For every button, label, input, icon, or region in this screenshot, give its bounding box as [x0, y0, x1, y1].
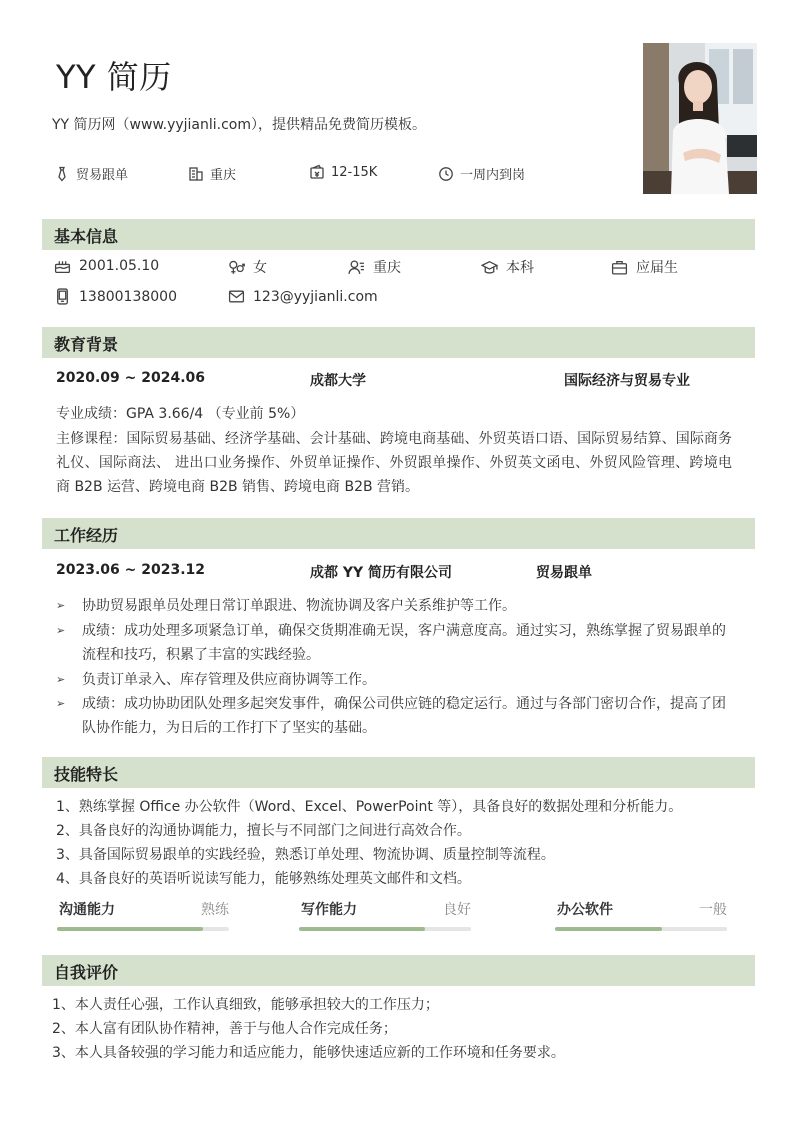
evaluation-line: 1、本人责任心强，工作认真细致，能够承担较大的工作压力； — [52, 997, 439, 1013]
info-status-text: 应届生 — [636, 260, 678, 276]
info-email — [228, 288, 378, 305]
work-bullet — [56, 692, 732, 740]
skill-bar-track — [57, 927, 229, 931]
section-title-work: 工作经历 — [54, 526, 119, 545]
work-bullet — [56, 594, 732, 618]
skill-line: 4、具备良好的英语听说读写能力，能够熟练处理英文邮件和文档。 — [56, 871, 471, 887]
skill-bar-label: 办公软件 — [557, 902, 613, 918]
cake-icon — [54, 257, 71, 274]
info-birth — [54, 257, 159, 274]
education-courses: 主修课程：国际贸易基础、经济学基础、会计基础、跨境电商基础、外贸英语口语、国际贸易结算、国际商务礼仪、国际商法、 进出口业务操作、外贸单证操作、外贸跟单操作、外贸英文函电、外贸风险管理、跨境电商 B2B 运营、跨境电商 B2B 销售、跨境电商 B2B 营销。 — [56, 431, 732, 495]
section-title-evaluation: 自我评价 — [54, 963, 119, 982]
tie-icon — [54, 166, 70, 182]
quick-item-position — [54, 164, 128, 183]
gender-icon — [228, 259, 245, 276]
skill-bar-label: 沟通能力 — [59, 902, 115, 918]
quick-position-text: 贸易跟单 — [76, 168, 129, 183]
work-bullet — [56, 668, 732, 692]
work-bullet — [56, 619, 732, 667]
info-gender — [228, 257, 267, 277]
section-header-education — [42, 327, 755, 358]
phone-icon — [54, 288, 71, 305]
education-school: 成都大学 — [310, 373, 366, 389]
info-degree — [481, 257, 534, 277]
info-email-text: 123@yyjianli.com — [253, 288, 378, 305]
work-position: 贸易跟单 — [536, 565, 592, 581]
arrow-bullet-icon: ➢ — [56, 673, 66, 686]
resume-tagline: YY 简历网（www.yyjianli.com），提供精品免费简历模板。 — [52, 117, 426, 133]
mail-icon — [228, 288, 245, 305]
skill-line: 2、具备良好的沟通协调能力，擅长与不同部门之间进行高效合作。 — [56, 823, 471, 839]
section-header-work — [42, 518, 755, 549]
work-bullet-text: 成绩：成功协助团队处理多起突发事件，确保公司供应链的稳定运行。通过与各部门密切合作，提高了团队协作能力，为日后的工作打下了坚实的基础。 — [82, 696, 726, 736]
education-major: 国际经济与贸易专业 — [564, 373, 690, 389]
quick-availability-text: 一周内到岗 — [460, 168, 526, 183]
quick-salary-text: 12-15K — [331, 164, 378, 180]
skill-bar-fill — [555, 927, 662, 931]
work-company: 成都 YY 简历有限公司 — [310, 565, 453, 581]
skill-line: 1、熟练掌握 Office 办公软件（Word、Excel、PowerPoint 等），具备良好的数据处理和分析能力。 — [56, 799, 683, 815]
info-degree-text: 本科 — [506, 260, 534, 276]
section-header-basic-info — [42, 219, 755, 250]
building-icon — [188, 166, 204, 182]
info-gender-text: 女 — [253, 260, 267, 276]
info-hometown — [348, 257, 401, 277]
education-gpa: 专业成绩：GPA 3.66/4 （专业前 5%） — [56, 406, 305, 422]
resume-name: YY 简历 — [56, 58, 172, 96]
skill-bar-level: 一般 — [699, 902, 727, 918]
quick-info-row — [54, 164, 614, 184]
graduation-cap-icon — [481, 259, 498, 276]
skill-bar-fill — [299, 927, 425, 931]
skill-bar-track — [555, 927, 727, 931]
skill-bar-fill — [57, 927, 203, 931]
skill-bar-label: 写作能力 — [301, 902, 357, 918]
skill-line: 3、具备国际贸易跟单的实践经验，熟悉订单处理、物流协调、质量控制等流程。 — [56, 847, 555, 863]
skill-bar-level: 良好 — [443, 902, 471, 918]
work-bullet-text: 协助贸易跟单员处理日常订单跟进、物流协调及客户关系维护等工作。 — [82, 598, 516, 614]
section-title-skills: 技能特长 — [54, 765, 119, 784]
quick-city-text: 重庆 — [210, 168, 237, 183]
info-phone-text: 13800138000 — [79, 288, 177, 305]
info-birth-text: 2001.05.10 — [79, 257, 160, 274]
info-phone — [54, 288, 177, 305]
evaluation-line: 3、本人具备较强的学习能力和适应能力，能够快速适应新的工作环境和任务要求。 — [52, 1045, 565, 1061]
work-bullet-text: 负责订单录入、库存管理及供应商协调等工作。 — [82, 672, 376, 688]
section-header-evaluation — [42, 955, 755, 986]
wallet-icon — [309, 164, 325, 180]
info-hometown-text: 重庆 — [373, 260, 401, 276]
quick-item-city — [188, 164, 236, 183]
section-header-skills — [42, 757, 755, 788]
profile-photo — [643, 43, 757, 194]
arrow-bullet-icon: ➢ — [56, 697, 66, 710]
info-status — [611, 257, 678, 277]
quick-item-availability — [438, 164, 525, 183]
education-period: 2020.09 ~ 2024.06 — [56, 370, 206, 386]
skill-bar-level: 熟练 — [201, 902, 229, 918]
work-period: 2023.06 ~ 2023.12 — [56, 562, 206, 578]
clock-icon — [438, 166, 454, 182]
arrow-bullet-icon: ➢ — [56, 624, 66, 637]
briefcase-icon — [611, 259, 628, 276]
skill-bar-track — [299, 927, 471, 931]
section-title-education: 教育背景 — [54, 335, 119, 354]
work-bullet-text: 成绩：成功处理多项紧急订单，确保交货期准确无误，客户满意度高。通过实习，熟练掌握了贸易跟单的流程和技巧，积累了丰富的实践经验。 — [82, 623, 726, 663]
quick-item-salary — [309, 164, 377, 180]
section-title-basic-info: 基本信息 — [54, 227, 119, 246]
arrow-bullet-icon: ➢ — [56, 599, 66, 612]
evaluation-line: 2、本人富有团队协作精神，善于与他人合作完成任务； — [52, 1021, 397, 1037]
user-list-icon — [348, 259, 365, 276]
